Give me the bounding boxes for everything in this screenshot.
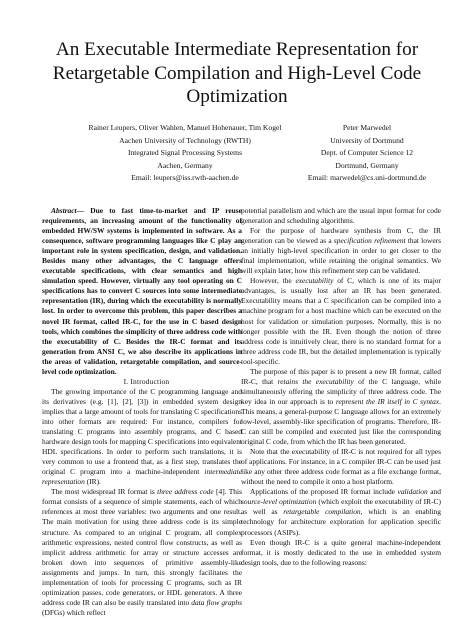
intro-paragraph: The most widespread IR format is three address code [4]. This format consists of a sequence of simple statements, each of which references at most three variables: two arguments and one result. The main motivation for using three address code is its simple structure. As compared to an original C program, all complex arithmetic expressions, nested control flow constructs, as well as implicit address arithmetic for array or structure accesses are broken down into sequences of primitive assembly-like assignments and jumps. In turn, this strongly facilitates the implementation of tools for processing C programs, such as IR optimization passes, code generators, or HDL generators. A three address code IR can also be easily translated into data flow graphs (DFGs) which reflect (42, 487, 242, 617)
body-paragraph: However, the executability of C, which is one of its major advantages, is usually lost after an IR has been generated. Executability means that a C specification can be compiled into a machine program for a host machine which can be executed on the host for validation or simulation purposes. Normally, this is no longer possible with the IR. Even though the notion of three address code is intuitively clear, there is no standard format for a three address code IR, but the detailed implementation is typically tool-specific. (241, 276, 441, 366)
author-department: Dept. of Computer Science 12 (320, 148, 414, 157)
abstract-text: — Due to fast time-to-market and IP reuse requirements, an increasing amount of the functionality of embedded HW/SW systems is implemented in software. As a consequence, software programming languages like C play an important role in system specification, design, and validation. Besides many other advantages, the C language offers executable specifications, with clear semantics and high simulation speed. However, virtually any tool operating on C specifications has to convert C sources into some intermediate representation (IR), during which the executability is normally lost. In order to overcome this problem, this paper describes a novel IR format, called IR-C, for the use in C based design tools, which combines the simplicity of three address code with the executability of C. Besides the IR-C format and its generation from ANSI C, we also describe its applications in the areas of validation, retargetable compilation, and source-level code optimization. (42, 206, 242, 376)
right-column (241, 206, 441, 568)
author-affiliation: University of Dortmund (330, 135, 404, 145)
author-block-dortmund (292, 122, 442, 185)
author-email: Email: marwedel@cs.uni-dortmund.de (307, 173, 427, 182)
title-line: Optimization (186, 86, 288, 107)
intro-paragraph: The growing importance of the C programming language and its derivatives (e.g. [1], [2], [3]) in embedded system design implies that a large amount of tools for translating C specifications into other formats are required: For instance, compilers for translating C programs into assembly programs, and C based hardware design tools for mapping C specifications into equivalent HDL specifications. In order to perform such translations, it is very common to use a frontend that, as a first step, translates the original C program into a machine-independent intermediate representation (IR). (42, 386, 243, 487)
body-paragraph: potential parallelism and which are the usual input format for code generation and scheduling algorithms. (241, 206, 441, 226)
section-heading-introduction: I. Introduction (123, 376, 170, 386)
paper-title (0, 38, 474, 109)
body-paragraph: The purpose of this paper is to present a new IR format, called IR-C, that retains the executability of the C language, while simultaneously offering the simplicity of three address code. The key idea in our approach is to represent the IR itself in C syntax. This means, a general-purpose C language allows for an extremely low-level, assembly-like specification of programs. Therefore, IR-C can still be compiled and executed just like the corresponding original C code, from which the IR has been generated. (241, 366, 441, 447)
left-column (42, 206, 242, 618)
title-line: An Executable Intermediate Representation for (55, 39, 419, 60)
body-paragraph: For the purpose of hardware synthesis from C, the IR generation can be viewed as a specification refinement that lowers an initially high-level specification in order to get closer to the final implementation, while retaining the original semantics. We will explain later, how this refinement step can be validated. (241, 226, 441, 276)
author-location: Aachen, Germany (157, 160, 213, 170)
author-email: Email: leupers@iss.rwth-aachen.de (131, 173, 239, 182)
author-names: Peter Marwedel (342, 123, 392, 132)
body-paragraph: Applications of the proposed IR format include validation and source-level optimization (which exploit the executability of IR-C) as well as retargetable compilation, which is an enabling technology for architecture exploration for application specific processors (ASIPs). (241, 487, 441, 537)
title-line: Retargetable Compilation and High-Level Code (52, 62, 422, 84)
body-paragraph: Note that the executability of IR-C is not required for all types of applications. For instance, in a C compiler IR-C can be used just like any other three address code format as a file exchange format, without the need to compile it onto a host platform. (241, 447, 441, 487)
author-location: Dortmund, Germany (335, 160, 399, 170)
abstract (42, 206, 242, 377)
author-department: Integrated Signal Processing Systems (127, 148, 243, 157)
author-names: Rainer Leupers, Oliver Wahlen, Manuel Hohenauer, Tim Kogel (88, 123, 282, 132)
body-paragraph: Even though IR-C is a quite general machine-independent format, it is mostly dedicated to the use in embedded system design tools, due to the following reasons: (241, 537, 441, 567)
author-affiliation: Aachen University of Technology (RWTH) (119, 135, 251, 145)
author-block-aachen (60, 122, 310, 185)
abstract-lead: Abstract (51, 206, 77, 215)
